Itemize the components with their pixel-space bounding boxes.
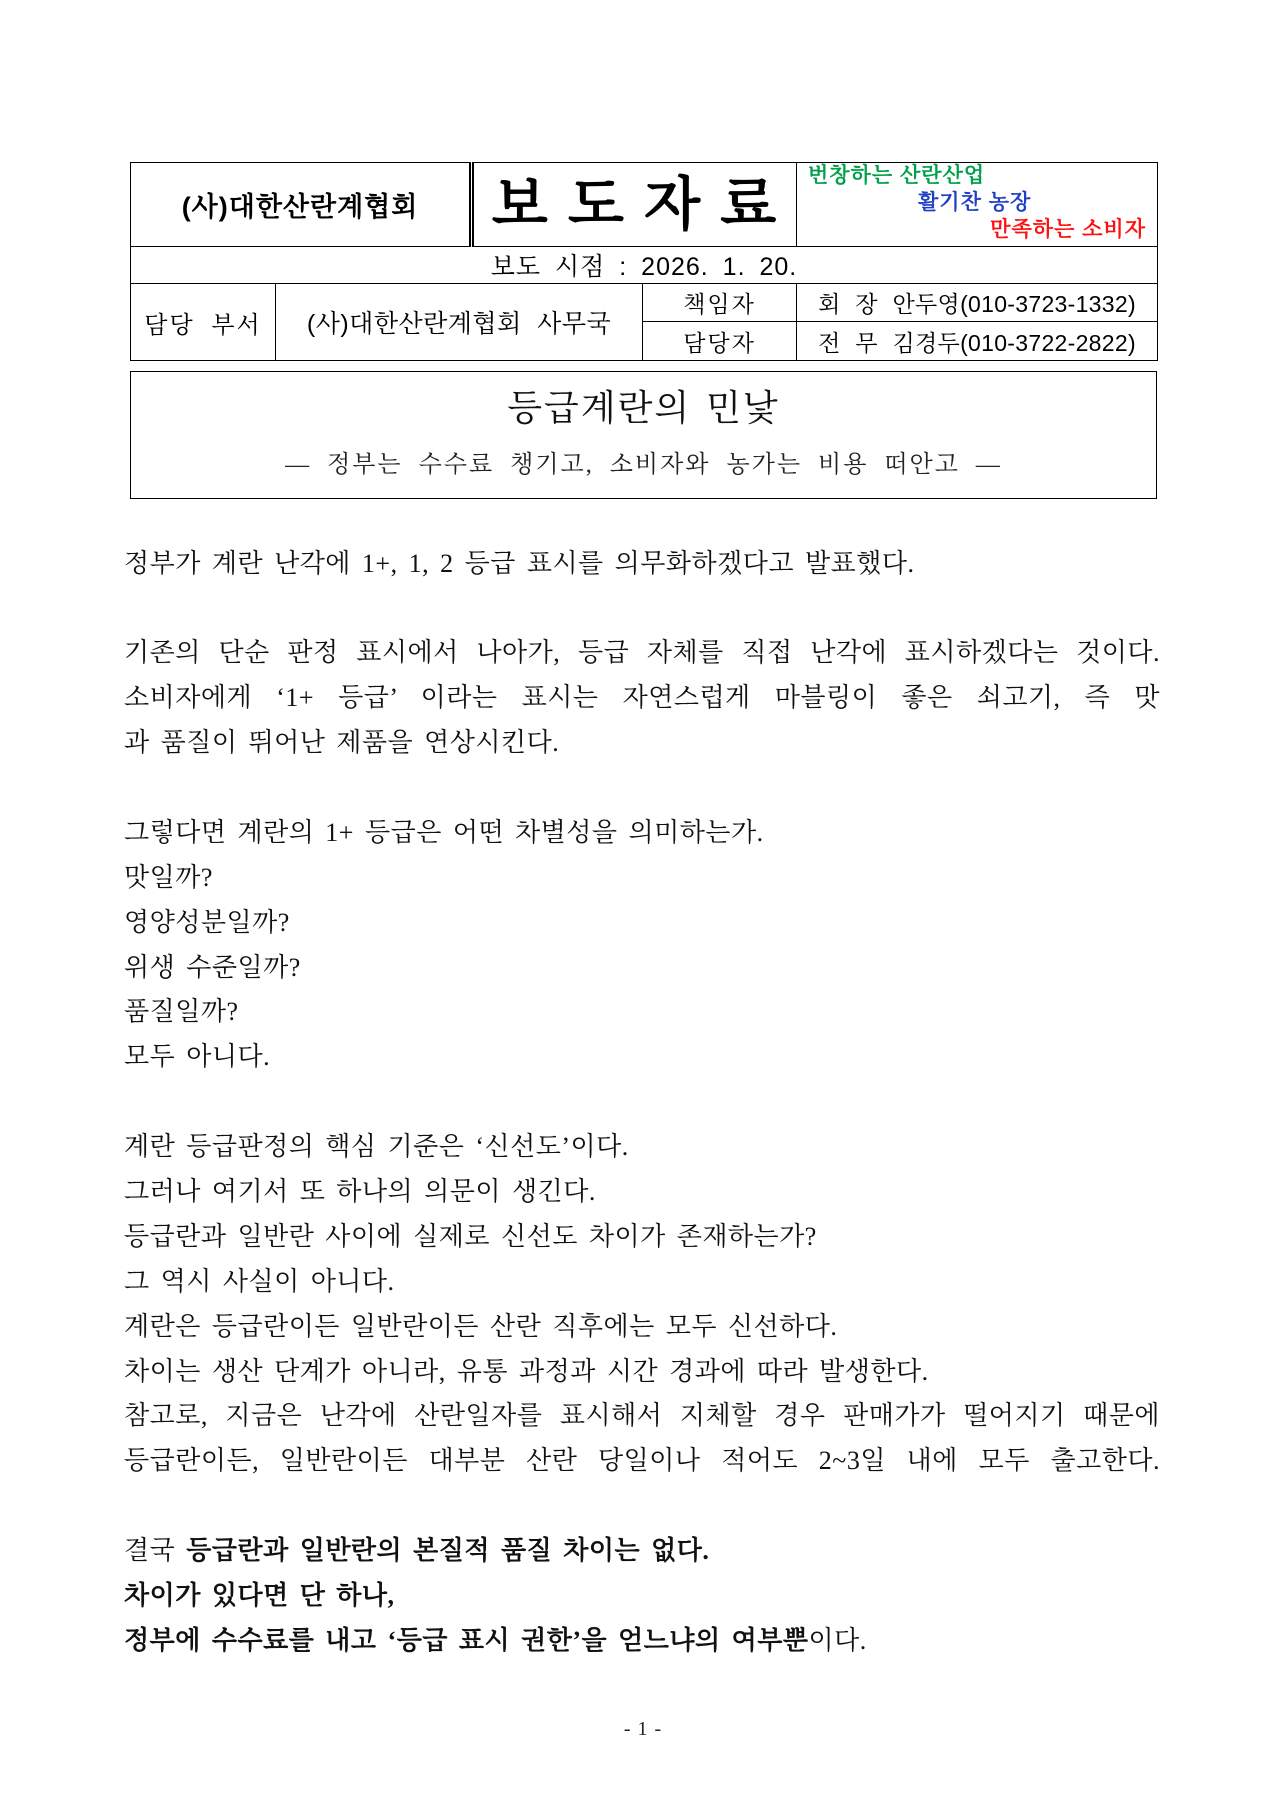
slogan-box [797, 163, 1158, 247]
slogan-wrap [797, 163, 1157, 245]
headline: 등급계란의 민낯 [507, 387, 780, 428]
conclusion-emphasis: 등급란과 일반란의 본질적 품질 차이는 없다. [186, 1536, 710, 1566]
page-number: - 1 - [623, 1718, 663, 1740]
conclusion-line [124, 1619, 1160, 1664]
subheadline: — 정부는 수수료 챙기고, 소비자와 농가는 비용 떠안고 — [285, 451, 1002, 478]
body-line: 기존의 단순 판정 표시에서 나아가, 등급 자체를 직접 난각에 표시하겠다는 것이다. [124, 638, 1160, 668]
slogan-line-consumer: 만족하는 소비자 [990, 218, 1147, 241]
contact-person-staff: 전 무 김경두(010-3722-2822) [797, 322, 1158, 361]
headline-box [130, 371, 1157, 499]
slogan-line-industry: 번창하는 산란산업 [808, 164, 986, 187]
paragraph [124, 811, 1160, 1080]
body-line: 계란은 등급란이든 일반란이든 산란 직후에는 모두 신선하다. [124, 1311, 838, 1341]
conclusion-line [124, 1529, 1160, 1574]
slogan-line-farm: 활기찬 농장 [918, 191, 1032, 214]
paragraph [124, 631, 1160, 766]
conclusion-lead: 결국 [124, 1536, 187, 1566]
article-body [124, 542, 1160, 1664]
body-line: 그러나 여기서 또 하나의 의문이 생긴다. [124, 1176, 596, 1206]
contact-person-manager: 회 장 안두영(010-3723-1332) [797, 284, 1158, 322]
body-line: 그 역시 사실이 아니다. [124, 1266, 395, 1296]
body-line: 정부가 계란 난각에 1+, 1, 2 등급 표시를 의무화하겠다고 발표했다. [124, 548, 915, 578]
body-line: 위생 수준일까? [124, 952, 301, 982]
department-name: (사)대한산란계협회 사무국 [276, 284, 643, 361]
body-line: 차이는 생산 단계가 아니라, 유통 과정과 시간 경과에 따라 발생한다. [124, 1356, 929, 1386]
contact-role-staff: 담당자 [643, 322, 797, 361]
contact-role-manager: 책임자 [643, 284, 797, 322]
body-line: 영양성분일까? [124, 907, 290, 937]
conclusion-tail: 이다. [808, 1625, 867, 1655]
conclusion-line [124, 1574, 1160, 1619]
body-line: 계란 등급판정의 핵심 기준은 ‘신선도’이다. [124, 1132, 629, 1162]
body-line: 과 품질이 뛰어난 제품을 연상시킨다. [124, 728, 560, 758]
organization-name: (사)대한산란계협회 [131, 163, 472, 247]
department-label: 담당 부서 [131, 284, 276, 361]
conclusion-paragraph [124, 1529, 1160, 1664]
body-line: 맛일까? [124, 862, 213, 892]
press-header-table [130, 162, 1158, 361]
conclusion-emphasis: 정부에 수수료를 내고 ‘등급 표시 권한’을 얻느냐의 여부뿐 [124, 1625, 809, 1655]
release-date: 보도 시점 : 2026. 1. 20. [131, 247, 1158, 284]
conclusion-emphasis: 차이가 있다면 단 하나, [124, 1580, 395, 1610]
body-line: 모두 아니다. [124, 1042, 271, 1072]
paragraph [124, 1125, 1160, 1484]
paragraph [124, 542, 1160, 587]
body-line: 등급란과 일반란 사이에 실제로 신선도 차이가 존재하는가? [124, 1221, 817, 1251]
body-line: 그렇다면 계란의 1+ 등급은 어떤 차별성을 의미하는가. [124, 817, 764, 847]
body-line: 품질일까? [124, 997, 239, 1027]
body-line: 소비자에게 ‘1+ 등급’ 이라는 표시는 자연스럽게 마블링이 좋은 쇠고기, 즉 맛 [124, 683, 1160, 713]
press-release-label: 보 도 자 료 [472, 163, 797, 247]
body-line: 참고로, 지금은 난각에 산란일자를 표시해서 지체할 경우 판매가가 떨어지기 때문에 [124, 1401, 1160, 1431]
body-line: 등급란이든, 일반란이든 대부분 산란 당일이나 적어도 2~3일 내에 모두 출고한다. [124, 1446, 1160, 1476]
